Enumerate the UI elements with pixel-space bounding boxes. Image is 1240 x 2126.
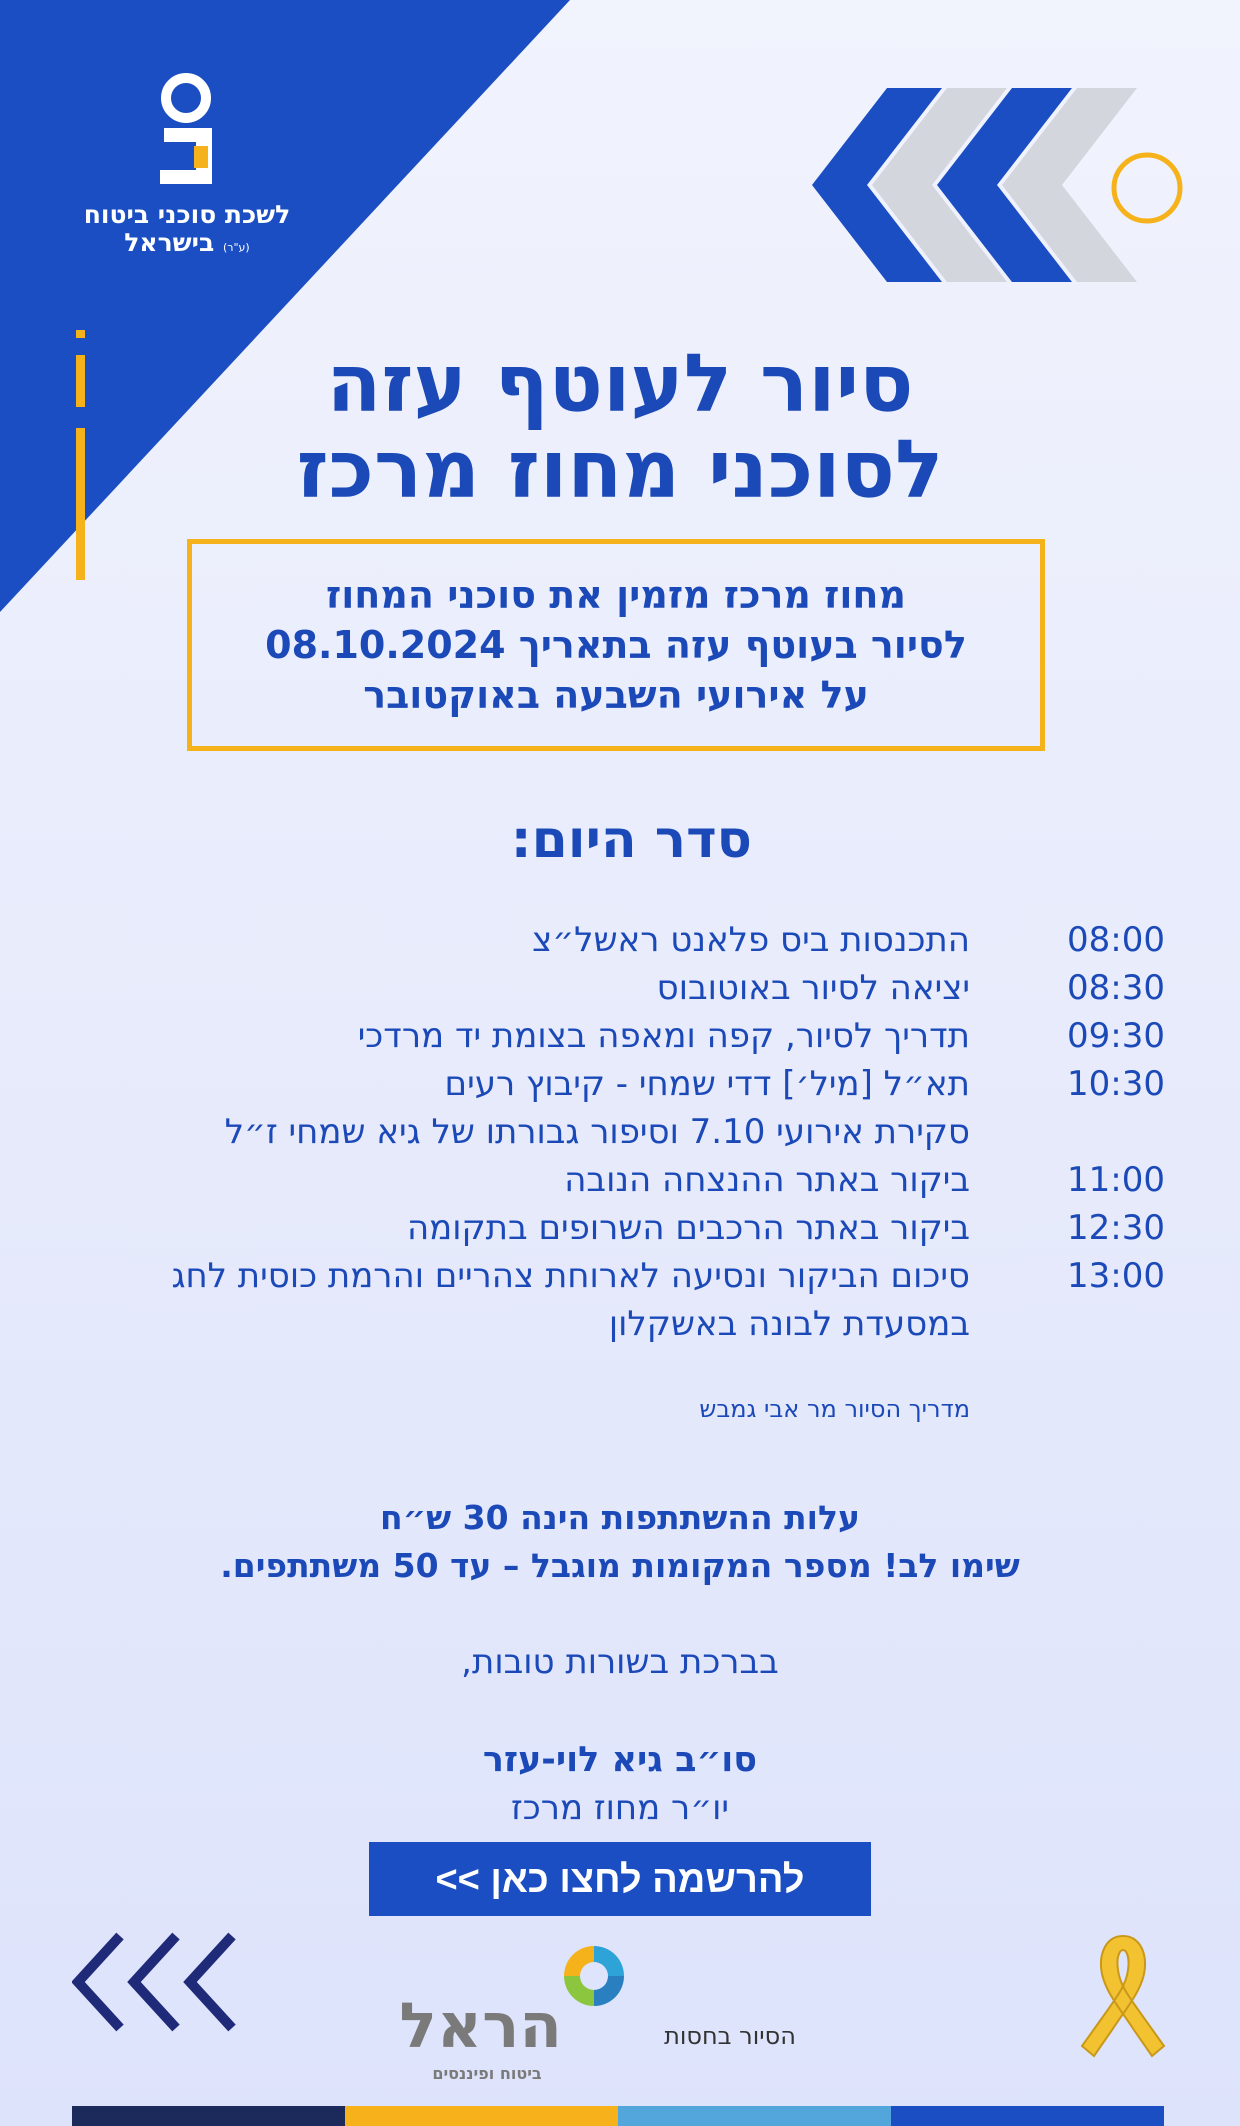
agenda-row xyxy=(0,1208,1240,1256)
cost-text: עלות ההשתתפות הינה 30 ש״ח xyxy=(380,1498,860,1537)
agenda-time: 13:00 xyxy=(1067,1256,1165,1296)
org-name-line2-text: בישראל xyxy=(124,228,215,257)
org-logo-icon xyxy=(150,70,230,200)
invite-line2: לסיור בעוטף עזה בתאריך 08.10.2024 xyxy=(265,623,967,667)
page-title-line1: סיור לעוטף עזה xyxy=(326,337,914,430)
register-button[interactable]: להרשמה לחצו כאן >> xyxy=(369,1842,871,1916)
agenda-row xyxy=(0,968,1240,1016)
invite-line1: מחוז מרכז מזמין את סוכני המחוז xyxy=(326,573,906,617)
sponsor-brand-sub: ביטוח ופיננסים xyxy=(432,2064,542,2083)
sponsor-label: הסיור בחסות xyxy=(664,2022,796,2050)
agenda-time: 10:30 xyxy=(1067,1064,1165,1104)
greeting-text: בברכת בשורות טובות, xyxy=(461,1642,779,1682)
agenda-desc: סקירת אירועי 7.10 וסיפור גבורתו של גיא שמחי ז״ל xyxy=(224,1112,970,1152)
invite-line3: על אירועי השבעה באוקטובר xyxy=(363,673,869,717)
accent-dash xyxy=(76,355,85,407)
org-name-line1: לשכת סוכני ביטוח xyxy=(83,200,291,229)
agenda-desc: תדריך לסיור, קפה ומאפה בצומת יד מרדכי xyxy=(357,1016,970,1056)
signer-name: סו״ב גיא לוי-עזר xyxy=(482,1740,758,1780)
agenda-desc: סיכום הביקור ונסיעה לארוחת צהריים והרמת כוסית לחג xyxy=(171,1256,970,1296)
tour-guide-note: מדריך הסיור מר אבי גמבש xyxy=(699,1395,970,1423)
agenda-desc: תא״ל [מיל׳] דדי שמחי - קיבוץ רעים xyxy=(444,1064,970,1104)
org-name-line2 xyxy=(74,228,300,257)
footer-bar-blue xyxy=(891,2106,1164,2126)
chevrons-decoration-icon xyxy=(812,88,1192,288)
corner-triangle xyxy=(0,0,570,612)
org-suffix: (ע"ר) xyxy=(222,241,250,254)
agenda-time: 12:30 xyxy=(1067,1208,1165,1248)
footer-bar-lightblue xyxy=(618,2106,891,2126)
sponsor-brand: הראל xyxy=(399,1989,562,2062)
yellow-ribbon-icon xyxy=(1078,1930,1168,2070)
accent-dash xyxy=(76,330,85,338)
footer-bar-yellow xyxy=(345,2106,618,2126)
agenda-time: 08:30 xyxy=(1067,968,1165,1008)
agenda-row xyxy=(0,1016,1240,1064)
agenda-desc: התכנסות ביס פלאנט ראשל״צ xyxy=(532,920,970,960)
signer-title: יו״ר מחוז מרכז xyxy=(511,1788,729,1828)
chevrons-left-icon xyxy=(72,1932,252,2032)
agenda-desc: במסעדת לבונה באשקלון xyxy=(608,1304,970,1344)
agenda-row xyxy=(0,1304,1240,1352)
footer-color-bars xyxy=(72,2106,1164,2126)
agenda-row xyxy=(0,1256,1240,1304)
agenda-row xyxy=(0,920,1240,968)
agenda-time: 11:00 xyxy=(1067,1160,1165,1200)
agenda-desc: ביקור באתר הרכבים השרופים בתקומה xyxy=(406,1208,970,1248)
invitation-box xyxy=(187,539,1045,751)
footer-bar-navy xyxy=(72,2106,345,2126)
agenda-heading: סדר היום: xyxy=(510,810,752,870)
agenda-desc: ביקור באתר ההנצחה הנובה xyxy=(564,1160,970,1200)
agenda-row xyxy=(0,1064,1240,1112)
agenda-time: 09:30 xyxy=(1067,1016,1165,1056)
accent-dash xyxy=(76,428,85,580)
agenda-time: 08:00 xyxy=(1067,920,1165,960)
agenda-row xyxy=(0,1160,1240,1208)
agenda-desc: יציאה לסיור באוטובוס xyxy=(656,968,970,1008)
harel-logo-icon xyxy=(558,1940,630,2012)
page-title-line2: לסוכני מחוז מרכז xyxy=(296,423,944,516)
capacity-notice: שימו לב! מספר המקומות מוגבל – עד 50 משתתפים. xyxy=(220,1546,1020,1585)
agenda-row xyxy=(0,1112,1240,1160)
